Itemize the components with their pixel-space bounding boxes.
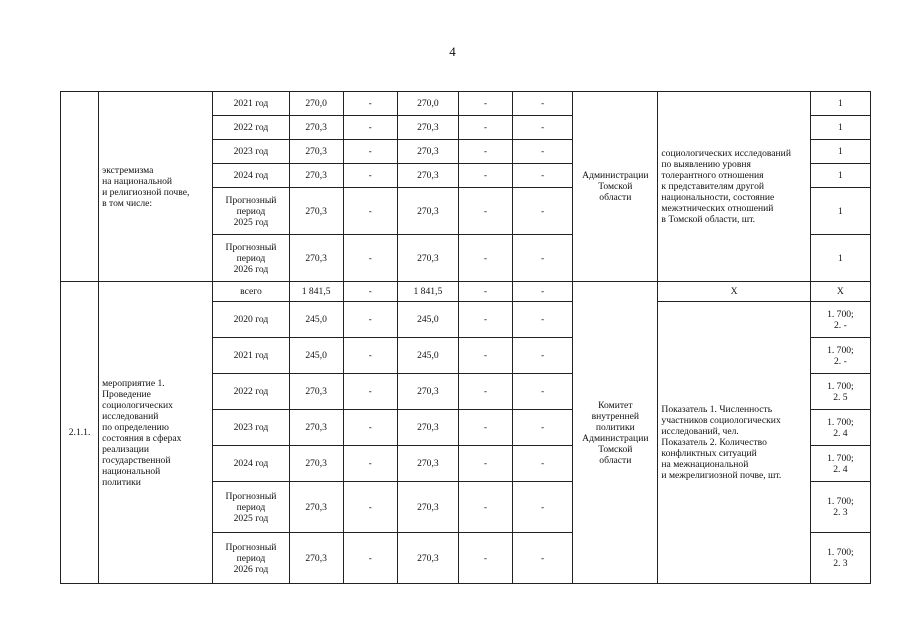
block-2-rows — [61, 282, 871, 584]
regional-cell: 270,3 — [397, 116, 458, 140]
local-cell: - — [458, 482, 512, 533]
local-cell: - — [458, 374, 512, 410]
total-cell: 270,3 — [289, 533, 343, 584]
indicator-value-cell: 1. 700; 2. - — [810, 338, 870, 374]
indicator-value-cell: 1 — [810, 92, 870, 116]
other-cell: - — [513, 164, 573, 188]
federal-cell: - — [343, 302, 397, 338]
year-cell: Прогнозный период 2026 год — [213, 533, 289, 584]
year-cell: 2023 год — [213, 410, 289, 446]
total-cell: 270,3 — [289, 140, 343, 164]
total-cell: 270,3 — [289, 482, 343, 533]
item-number — [61, 92, 99, 282]
regional-cell: 270,0 — [397, 92, 458, 116]
local-cell: - — [458, 446, 512, 482]
other-cell: - — [513, 282, 573, 302]
total-cell: 270,3 — [289, 446, 343, 482]
executor-cell: Комитет внутренней политики Администрации Томской области — [573, 282, 658, 584]
federal-cell: - — [343, 140, 397, 164]
indicator-value-cell: 1 — [810, 140, 870, 164]
year-cell: 2021 год — [213, 92, 289, 116]
total-cell: 270,3 — [289, 164, 343, 188]
regional-cell: 270,3 — [397, 446, 458, 482]
item-number: 2.1.1. — [61, 282, 99, 584]
total-cell: 270,3 — [289, 188, 343, 235]
indicator-cell: социологических исследований по выявлению уровня толерантного отношения к представителям другой национальности, состояние межэтнических отношений в Томской области, шт. — [658, 92, 810, 282]
item-name: экстремизма на национальной и религиозной почве, в том числе: — [99, 92, 213, 282]
local-cell: - — [458, 140, 512, 164]
local-cell: - — [458, 235, 512, 282]
other-cell: - — [513, 482, 573, 533]
total-cell: 270,3 — [289, 235, 343, 282]
regional-cell: 270,3 — [397, 482, 458, 533]
other-cell: - — [513, 140, 573, 164]
year-cell: Прогнозный период 2026 год — [213, 235, 289, 282]
indicator-value-cell: 1. 700; 2. 4 — [810, 410, 870, 446]
table-row — [61, 282, 871, 302]
year-cell: 2023 год — [213, 140, 289, 164]
indicator-value-cell: 1 — [810, 164, 870, 188]
federal-cell: - — [343, 338, 397, 374]
local-cell: - — [458, 164, 512, 188]
item-name: мероприятие 1. Проведение социологических исследований по определению состояния в сферах реализации государственной национальной политики — [99, 282, 213, 584]
indicator-value-cell: 1. 700; 2. - — [810, 302, 870, 338]
total-cell: 270,0 — [289, 92, 343, 116]
other-cell: - — [513, 374, 573, 410]
total-cell: 1 841,5 — [289, 282, 343, 302]
federal-cell: - — [343, 410, 397, 446]
federal-cell: - — [343, 533, 397, 584]
regional-cell: 270,3 — [397, 188, 458, 235]
total-cell: 270,3 — [289, 374, 343, 410]
local-cell: - — [458, 92, 512, 116]
federal-cell: - — [343, 164, 397, 188]
local-cell: - — [458, 188, 512, 235]
other-cell: - — [513, 188, 573, 235]
other-cell: - — [513, 410, 573, 446]
regional-cell: 270,3 — [397, 410, 458, 446]
block-1-rows — [61, 92, 871, 282]
local-cell: - — [458, 410, 512, 446]
other-cell: - — [513, 446, 573, 482]
federal-cell: - — [343, 482, 397, 533]
local-cell: - — [458, 338, 512, 374]
local-cell: - — [458, 116, 512, 140]
federal-cell: - — [343, 235, 397, 282]
regional-cell: 270,3 — [397, 164, 458, 188]
year-cell: 2024 год — [213, 446, 289, 482]
year-cell: Прогнозный период 2025 год — [213, 482, 289, 533]
federal-cell: - — [343, 188, 397, 235]
federal-cell: - — [343, 282, 397, 302]
total-cell: 270,3 — [289, 116, 343, 140]
regional-cell: 270,3 — [397, 235, 458, 282]
indicator-value-cell: 1. 700; 2. 4 — [810, 446, 870, 482]
indicator-value-cell: 1. 700; 2. 3 — [810, 533, 870, 584]
program-table — [60, 91, 871, 584]
indicator-value-cell: 1 — [810, 116, 870, 140]
total-cell: 245,0 — [289, 338, 343, 374]
other-cell: - — [513, 116, 573, 140]
local-cell: - — [458, 302, 512, 338]
total-cell: 270,3 — [289, 410, 343, 446]
regional-cell: 1 841,5 — [397, 282, 458, 302]
federal-cell: - — [343, 374, 397, 410]
year-cell: всего — [213, 282, 289, 302]
regional-cell: 270,3 — [397, 374, 458, 410]
other-cell: - — [513, 338, 573, 374]
other-cell: - — [513, 235, 573, 282]
regional-cell: 270,3 — [397, 140, 458, 164]
other-cell: - — [513, 533, 573, 584]
year-cell: 2021 год — [213, 338, 289, 374]
regional-cell: 270,3 — [397, 533, 458, 584]
indicator-header-cell: X — [658, 282, 810, 302]
regional-cell: 245,0 — [397, 338, 458, 374]
federal-cell: - — [343, 116, 397, 140]
table-row — [61, 92, 871, 116]
federal-cell: - — [343, 92, 397, 116]
indicator-value-cell: 1. 700; 2. 5 — [810, 374, 870, 410]
other-cell: - — [513, 92, 573, 116]
indicator-value-cell: 1. 700; 2. 3 — [810, 482, 870, 533]
indicator-value-cell: 1 — [810, 188, 870, 235]
local-cell: - — [458, 533, 512, 584]
year-cell: 2022 год — [213, 374, 289, 410]
total-cell: 245,0 — [289, 302, 343, 338]
year-cell: 2024 год — [213, 164, 289, 188]
federal-cell: - — [343, 446, 397, 482]
year-cell: 2022 год — [213, 116, 289, 140]
local-cell: - — [458, 282, 512, 302]
indicator-value-cell: 1 — [810, 235, 870, 282]
executor-cell: Администрации Томской области — [573, 92, 658, 282]
page-number: 4 — [449, 44, 456, 59]
indicator-cell: Показатель 1. Численность участников социологических исследований, чел. Показатель 2. Количество конфликтных ситуаций на межнациональной и межрелигиозной почве, шт. — [658, 302, 810, 584]
year-cell: 2020 год — [213, 302, 289, 338]
indicator-value-cell: X — [810, 282, 870, 302]
regional-cell: 245,0 — [397, 302, 458, 338]
year-cell: Прогнозный период 2025 год — [213, 188, 289, 235]
other-cell: - — [513, 302, 573, 338]
